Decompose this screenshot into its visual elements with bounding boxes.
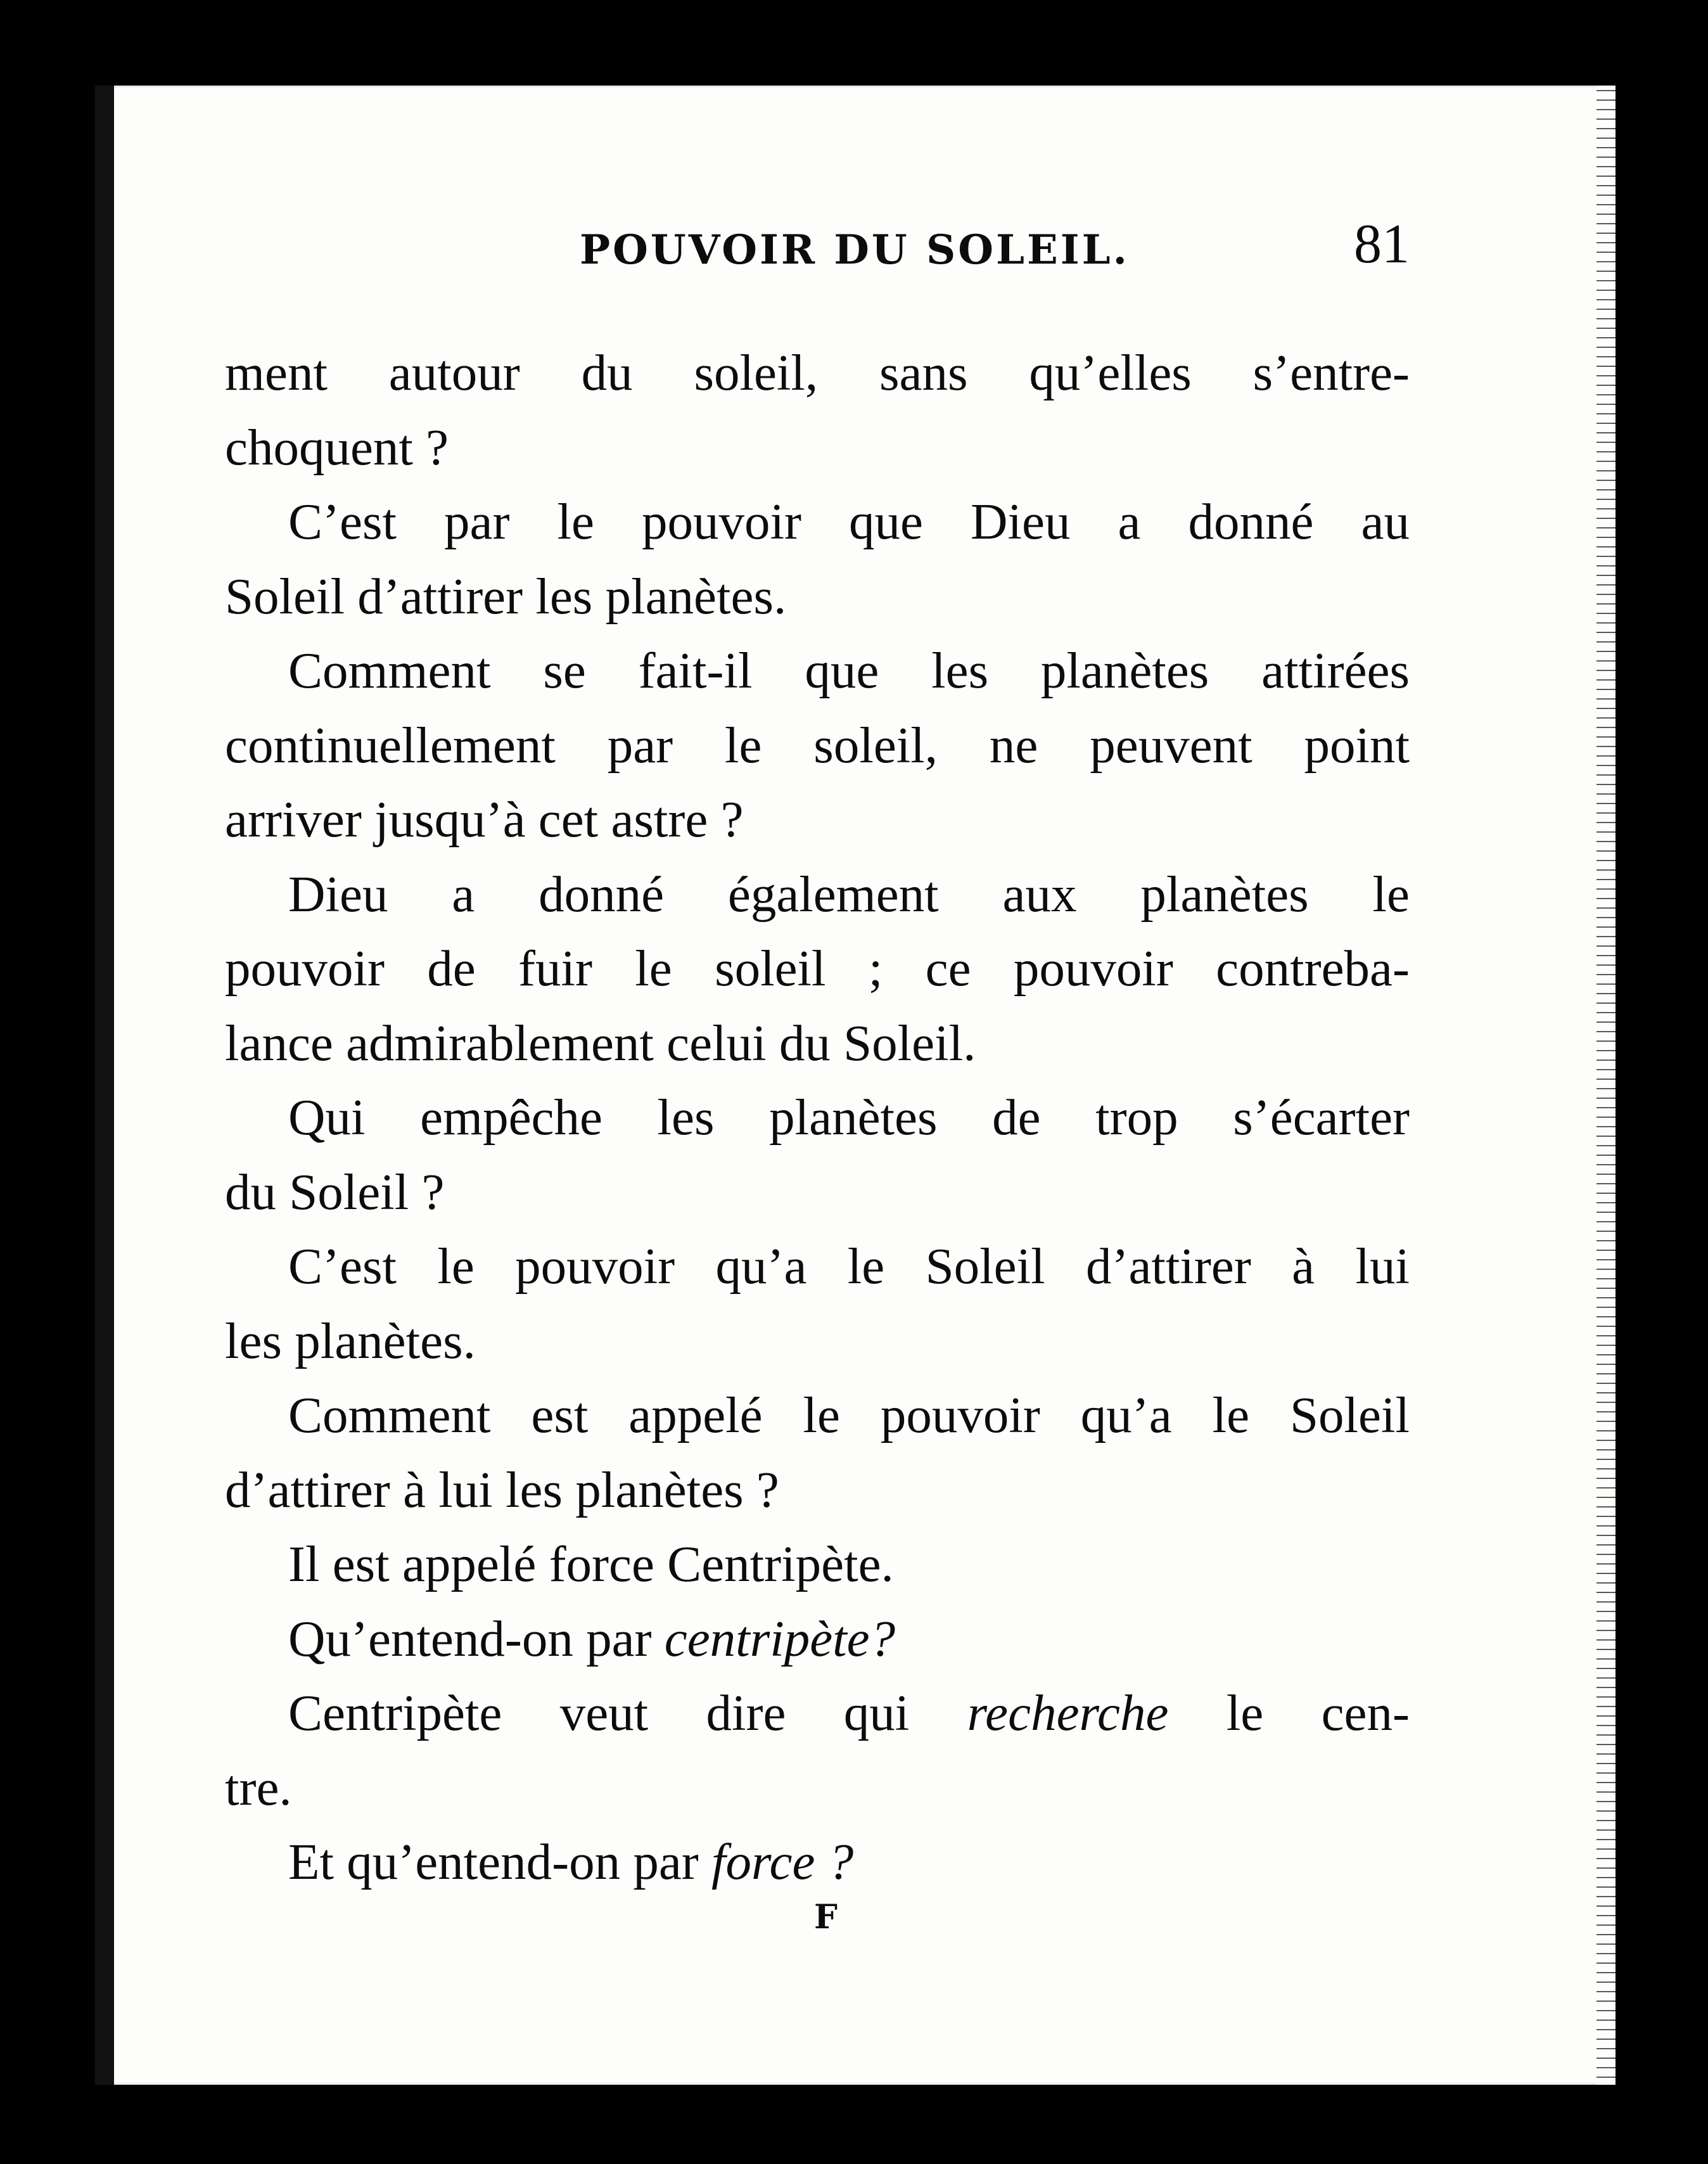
text-line (225, 1825, 1410, 1900)
text-line: Dieu a donné également aux planètes le (288, 865, 1410, 923)
running-title: POUVOIR DU SOLEIL. (580, 226, 1130, 274)
text-line: lance admirablement celui du Soleil. (225, 1014, 976, 1072)
page-fore-edge (1596, 86, 1616, 2085)
text-segment: Et qu’entend-on par (288, 1833, 712, 1890)
text-line: C’est le pouvoir qu’a le Soleil d’attirer à lui (288, 1238, 1410, 1295)
text-line: ment autour du soleil, sans qu’elles s’entre- (225, 344, 1410, 401)
text-line: d’attirer à lui les planètes ? (225, 1461, 779, 1518)
text-line: du Soleil ? (225, 1163, 445, 1220)
text-line: Comment est appelé le pouvoir qu’a le Soleil (288, 1386, 1410, 1444)
page-header (225, 212, 1410, 282)
text-line: choquent ? (225, 418, 449, 476)
text-line: arriver jusqu’à cet astre ? (225, 791, 744, 848)
text-line: Soleil d’attirer les planètes. (225, 567, 787, 625)
text-line: Comment se fait-il que les planètes attirées (288, 642, 1410, 699)
page-number: 81 (1354, 214, 1410, 275)
text-segment: Centripète veut dire qui (288, 1684, 967, 1741)
italic-term-force: force ? (711, 1833, 854, 1890)
text-segment: Qu’entend-on par (288, 1610, 665, 1667)
signature-mark: F (814, 1898, 838, 1937)
text-segment: le cen- (1168, 1684, 1410, 1741)
text-line: pouvoir de fuir le soleil ; ce pouvoir contreba- (225, 940, 1410, 997)
text-line: Il est appelé force Centripète. (288, 1535, 894, 1592)
text-line: Qui empêche les planètes de trop s’écarter (288, 1089, 1410, 1146)
body-text (225, 336, 1410, 1900)
italic-term-centripete: centripète? (664, 1610, 896, 1667)
page-binding-edge (95, 86, 114, 2085)
text-line: les planètes. (225, 1312, 476, 1369)
text-line (225, 1676, 1410, 1751)
italic-term-recherche: recherche (967, 1684, 1169, 1741)
text-line: C’est par le pouvoir que Dieu a donné au (288, 493, 1410, 550)
text-line: tre. (225, 1758, 292, 1816)
text-line: continuellement par le soleil, ne peuvent point (225, 716, 1410, 774)
text-line (225, 1602, 1410, 1677)
